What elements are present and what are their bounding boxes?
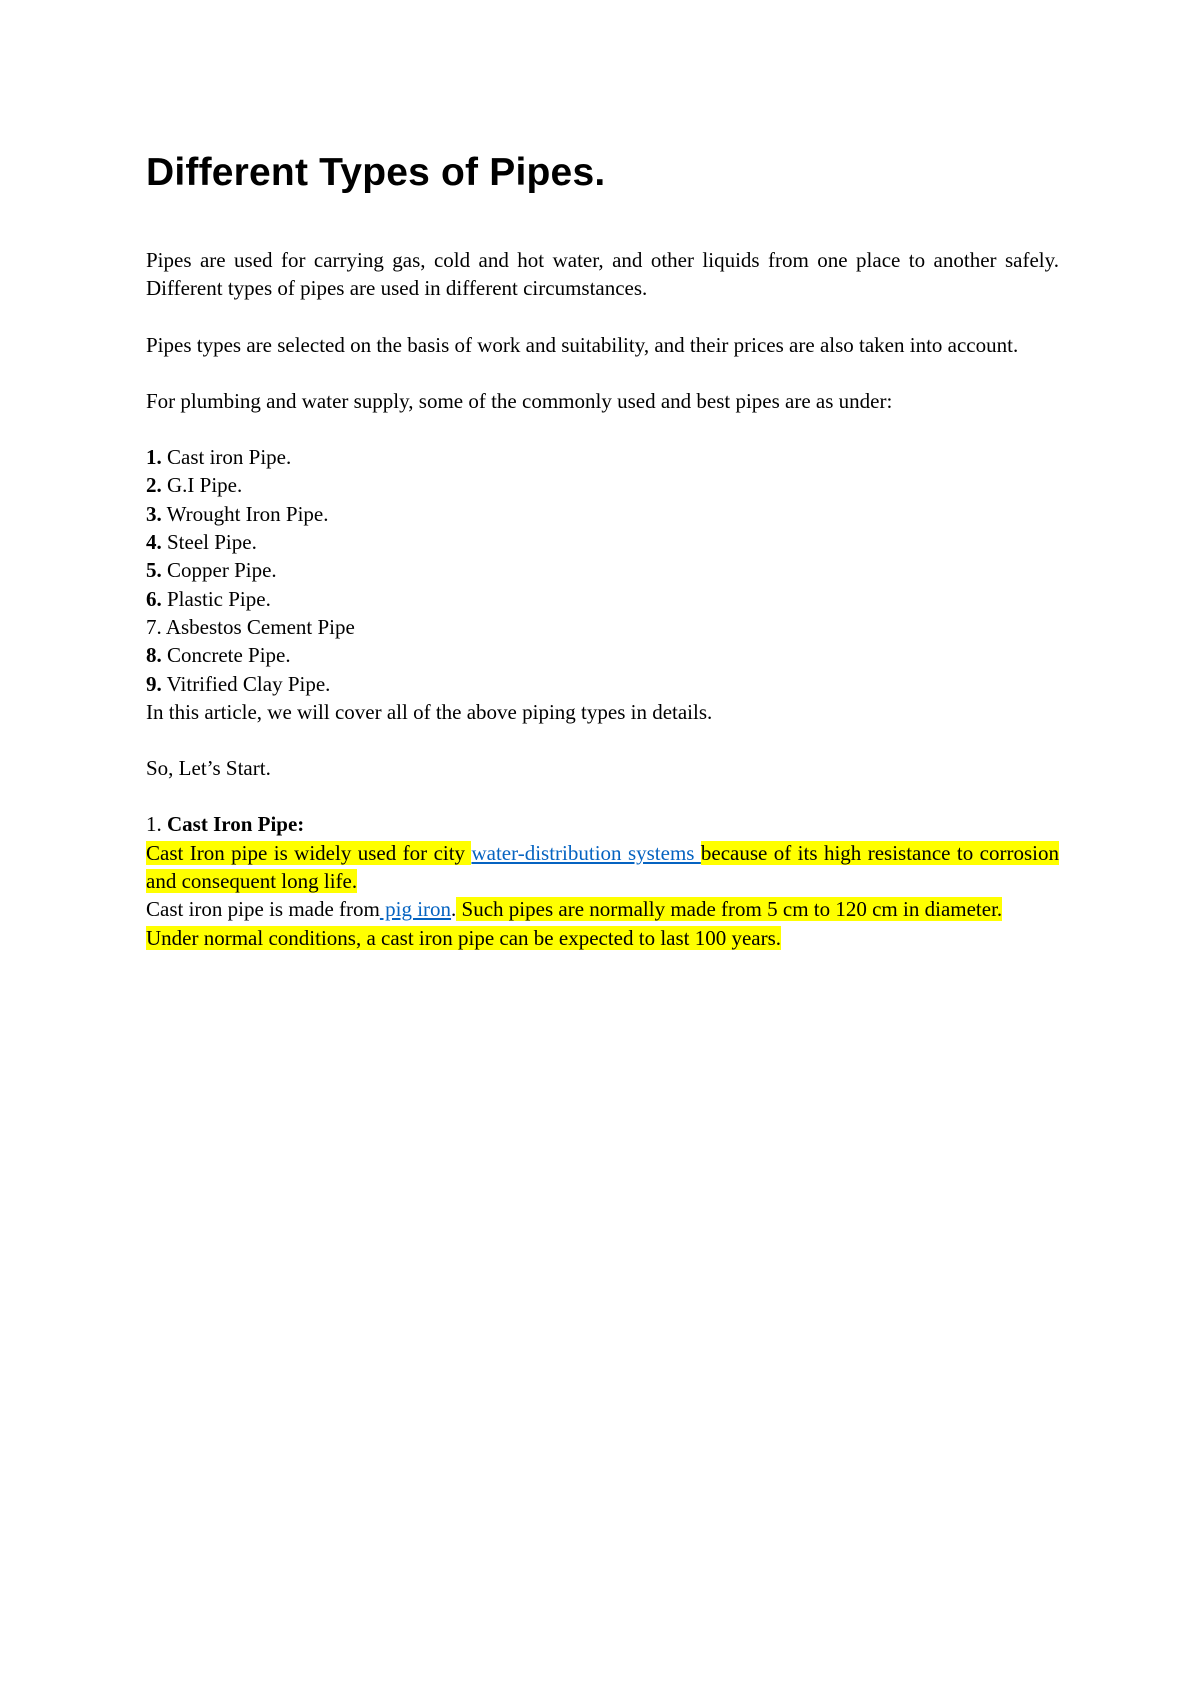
list-item xyxy=(146,528,1059,556)
list-item-text: Copper Pipe. xyxy=(161,558,277,583)
list-item xyxy=(146,500,1059,528)
water-distribution-link[interactable]: water-distribution systems xyxy=(471,840,701,865)
list-intro-paragraph: For plumbing and water supply, some of the commonly used and best pipes are as under: xyxy=(146,388,893,413)
document-body xyxy=(146,146,1059,952)
cast-iron-paragraph-2 xyxy=(146,895,1059,923)
highlighted-text: Cast Iron pipe is widely used for city xyxy=(146,840,472,865)
list-item xyxy=(146,556,1059,584)
body-text: Cast iron pipe is made from xyxy=(146,897,380,922)
highlighted-text: Such pipes are normally made from 5 cm to 120 cm in diameter. xyxy=(456,897,1003,922)
list-item-number: 8. xyxy=(146,643,162,668)
section-number: 1. xyxy=(146,812,167,837)
page-title: Different Types of Pipes. xyxy=(146,151,606,194)
section-heading-cast-iron xyxy=(146,810,1059,838)
list-item-text: G.I Pipe. xyxy=(161,473,243,498)
highlighted-text: Under normal conditions, a cast iron pipe can be expected to last 100 years. xyxy=(146,925,782,950)
cast-iron-paragraph-3 xyxy=(146,924,1059,952)
list-item xyxy=(146,641,1059,669)
pipe-types-list xyxy=(146,443,1059,698)
cast-iron-paragraph-1 xyxy=(146,839,1059,896)
section-title: Cast Iron Pipe: xyxy=(167,812,305,837)
list-item-text: Plastic Pipe. xyxy=(161,586,271,611)
list-item-text: Steel Pipe. xyxy=(161,530,257,555)
list-item xyxy=(146,670,1059,698)
pig-iron-link[interactable]: pig iron xyxy=(379,897,452,922)
list-item xyxy=(146,443,1059,471)
list-item-number: 2. xyxy=(146,473,162,498)
body-text: . xyxy=(451,897,457,922)
start-paragraph: So, Let’s Start. xyxy=(146,756,271,781)
after-list-paragraph: In this article, we will cover all of the above piping types in details. xyxy=(146,699,713,724)
list-item-number: 6. xyxy=(146,586,162,611)
intro-paragraph: Pipes are used for carrying gas, cold and hot water, and other liquids from one place to another safely. Different types of pipes are used in different circumstances. xyxy=(146,248,1059,301)
list-item xyxy=(146,613,1059,641)
list-item-number: 3. xyxy=(146,501,162,526)
list-item-number: 7. xyxy=(146,614,162,639)
list-item xyxy=(146,585,1059,613)
list-item-text: Vitrified Clay Pipe. xyxy=(161,671,331,696)
list-item-text: Asbestos Cement Pipe xyxy=(161,614,355,639)
list-item xyxy=(146,471,1059,499)
list-item-text: Concrete Pipe. xyxy=(161,643,291,668)
highlighted-text: because of its high resistance to corrosion and consequent long life. xyxy=(146,840,1059,894)
list-item-text: Wrought Iron Pipe. xyxy=(161,501,329,526)
list-item-text: Cast iron Pipe. xyxy=(161,445,292,470)
list-item-number: 5. xyxy=(146,558,162,583)
list-item-number: 1. xyxy=(146,445,162,470)
selection-paragraph: Pipes types are selected on the basis of work and suitability, and their prices are also taken into account. xyxy=(146,332,1019,357)
list-item-number: 4. xyxy=(146,530,162,555)
list-item-number: 9. xyxy=(146,671,162,696)
